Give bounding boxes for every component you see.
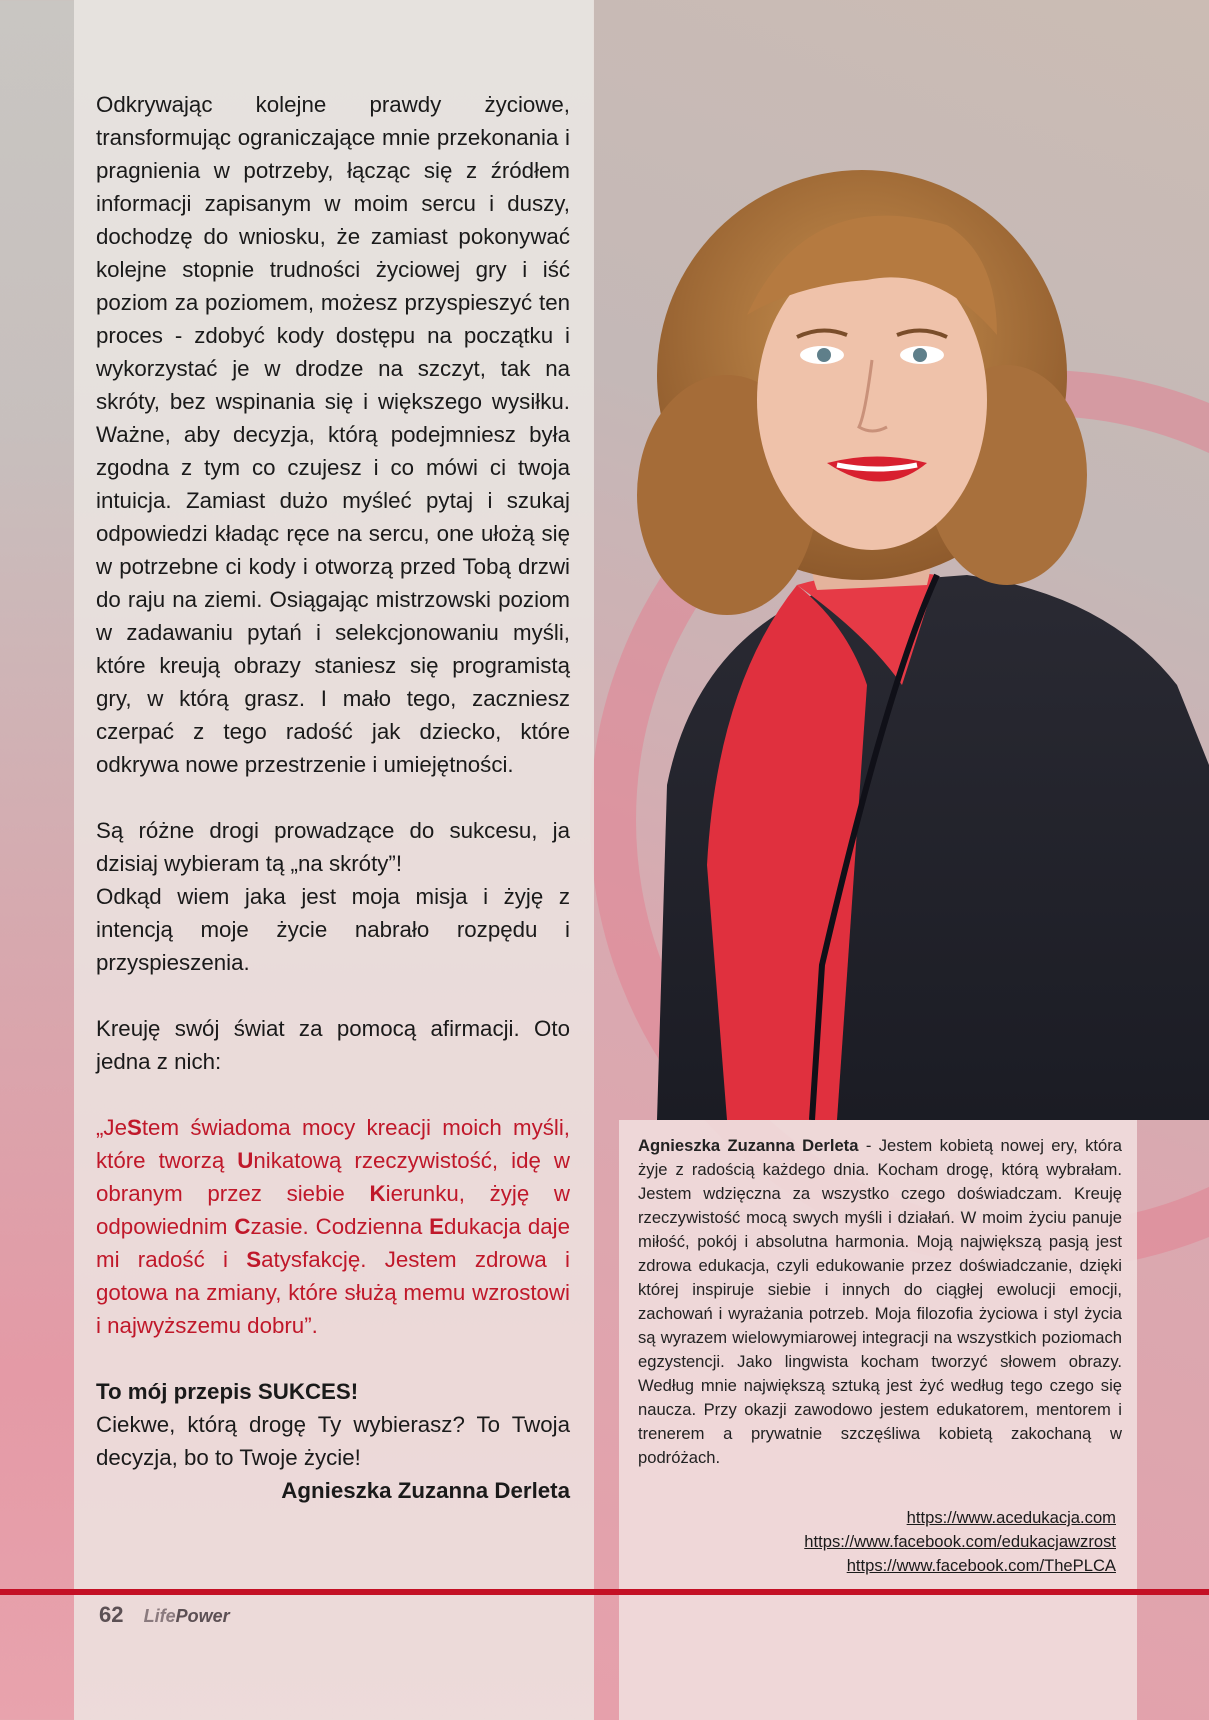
- footer-divider: [0, 1589, 1209, 1595]
- article-paragraph-4: Kreuję swój świat za pomocą afirmacji. Oto jedna z nich:: [96, 1016, 570, 1074]
- link-facebook-theplca[interactable]: https://www.facebook.com/ThePLCA: [846, 1556, 1116, 1575]
- bio-name: Agnieszka Zuzanna Derleta: [638, 1136, 859, 1155]
- article-paragraph-2: Są różne drogi prowadzące do sukcesu, ja dzisiaj wybieram tą „na skróty”!: [96, 818, 570, 876]
- magazine-logo: LifePower: [143, 1606, 230, 1626]
- page-footer: [99, 1602, 230, 1628]
- author-signature: Agnieszka Zuzanna Derleta: [281, 1478, 570, 1503]
- closing-text: Ciekwe, którą drogę Ty wybierasz? To Twoja decyzja, bo to Twoje życie!: [96, 1412, 570, 1470]
- link-facebook-edukacjawzrost[interactable]: https://www.facebook.com/edukacjawzrost: [804, 1532, 1116, 1551]
- article-body: [96, 88, 570, 1507]
- links-list: [638, 1506, 1116, 1578]
- bio-text: - Jestem kobietą nowej ery, która żyje z radością każdego dnia. Kocham drogę, którą wybrałam. Jestem wdzięczna za wszystko czego doświadczam. Kreuję rzeczywistość mocą swych myśli i działań. W moim życiu panuje miłość, pokój i absolutna harmonia. Moją największą pasją jest zdrowa edukacja, czyli edukowanie przez doświadczanie, dzięki której inspiruje siebie i innych do ciągłej ewolucji emocji, zachowań i wyrażania potrzeb. Moja filozofia życiowa i styl życia są wyrazem wielowymiarowej integracji na wszystkich poziomach egzystencji. Jako lingwista kocham tworzyć słowem obrazy. Według mnie największą sztuką jest żyć według tego czego się naucza. Przy okazji zawodowo jestem edukatorem, mentorem i trenerem a prywatnie szczęśliwa kobietą zakochaną w podróżach.: [638, 1136, 1122, 1467]
- author-bio: [638, 1134, 1122, 1470]
- link-acedukacja[interactable]: https://www.acedukacja.com: [906, 1508, 1116, 1527]
- affirmation-quote: „JeStem świadoma mocy kreacji moich myśli, które tworzą Unikatową rzeczywistość, idę w obranym przez siebie Kierunku, żyję w odpowiednim Czasie. Codzienna Edukacja daje mi radość i Satysfakcję. Jestem zdrowa i gotowa na zmiany, które służą memu wzrostowi i najwyższemu dobru”.: [96, 1115, 570, 1338]
- page-number: 62: [99, 1602, 124, 1627]
- closing-headline: To mój przepis SUKCES!: [96, 1379, 359, 1404]
- article-paragraph-3: Odkąd wiem jaka jest moja misja i żyję z intencją moje życie nabrało rozpędu i przyspieszenia.: [96, 884, 570, 975]
- portrait-photo: [637, 165, 1209, 1120]
- article-paragraph-1: Odkrywając kolejne prawdy życiowe, transformując ograniczające mnie przekonania i pragnienia w potrzeby, łącząc się z źródłem informacji zapisanym w moim sercu i duszy, dochodzę do wniosku, że zamiast pokonywać kolejne stopnie trudności życiowej gry i iść poziom za poziomem, możesz przyspieszyć ten proces - zdobyć kody dostępu na początku i wykorzystać je w drodze na szczyt, tak na skróty, bez wspinania się i większego wysiłku. Ważne, aby decyzja, którą podejmniesz była zgodna z tym co czujesz i co mówi ci twoja intuicja. Zamiast dużo myśleć pytaj i szukaj odpowiedzi kładąc ręce na sercu, one ułożą się w potrzebne ci kody i otworzą przed Tobą drzwi do raju na ziemi. Osiągając mistrzowski poziom w zadawaniu pytań i selekcjonowaniu myśli, które kreują obrazy staniesz się programistą gry, w którą grasz. I mało tego, zaczniesz czerpać z tego radość jak dziecko, które odkrywa nowe przestrzenie i umiejętności.: [96, 92, 570, 777]
